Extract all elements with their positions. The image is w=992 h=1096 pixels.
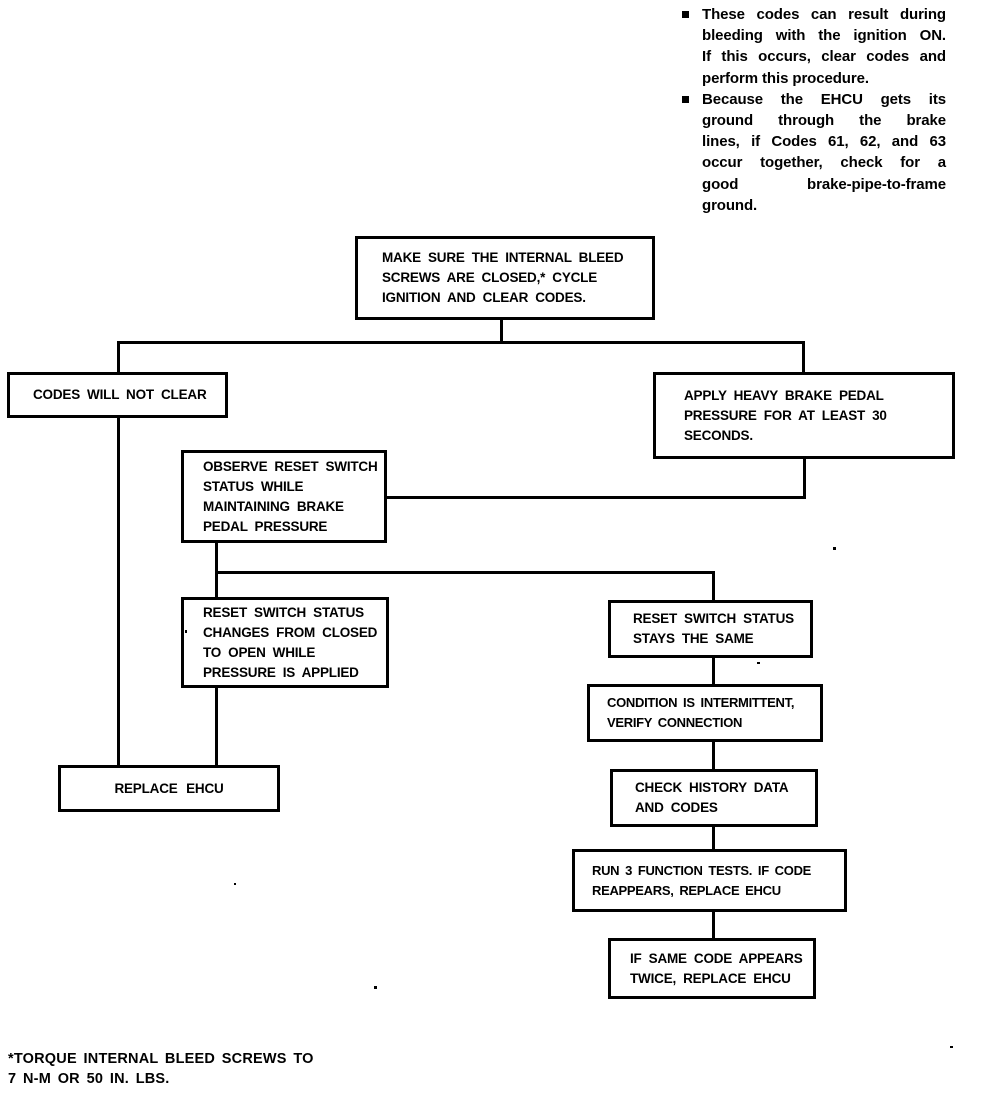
- flow-box-same-code-twice: [608, 938, 816, 999]
- flow-box-text-line: MAINTAINING BRAKE: [203, 498, 344, 514]
- note-line: occur together, check for a: [702, 154, 946, 172]
- connector-same-to-intermittent: [712, 656, 715, 687]
- note-line: Because the EHCU gets its: [702, 90, 946, 108]
- note-line: These codes can result during: [702, 6, 946, 23]
- scan-artifact-dot: [757, 662, 760, 664]
- flow-box-text-line: RESET SWITCH STATUS: [633, 611, 794, 626]
- flow-box-text-line: AND CODES: [635, 800, 718, 815]
- flow-box-text-line: RUN 3 FUNCTION TESTS. IF CODE: [592, 862, 812, 878]
- connector-to-apply-pressure: [802, 341, 805, 375]
- note-line: good brake-pipe-to-frame: [702, 175, 946, 193]
- bullet-square-icon: [682, 96, 689, 103]
- note-line: lines, if Codes 61, 62, and 63: [702, 133, 946, 151]
- connector-intermittent-to-check: [712, 739, 715, 772]
- note-line: ground through the brake: [702, 112, 946, 130]
- note-line: If this occurs, clear codes and: [702, 48, 946, 66]
- flow-box-text-line: PRESSURE FOR AT LEAST 30: [684, 407, 887, 423]
- flow-box-status-same: [608, 600, 813, 658]
- bullet-square-icon: [682, 11, 689, 18]
- flow-box-start: [355, 236, 655, 320]
- connector-apply-down: [803, 456, 806, 499]
- notes-block: [668, 4, 946, 216]
- flow-box-status-changes: [181, 597, 389, 688]
- footnote-line: 7 N-M OR 50 IN. LBS.: [8, 1070, 170, 1087]
- flow-box-text-line: VERIFY CONNECTION: [607, 715, 743, 730]
- note-line: bleeding with the ignition ON.: [702, 27, 946, 45]
- flow-box-text-line: IGNITION AND CLEAR CODES.: [382, 290, 586, 305]
- note-line: ground.: [702, 196, 758, 214]
- flow-box-text-line: APPLY HEAVY BRAKE PEDAL: [684, 387, 884, 403]
- flow-box-observe-reset: [181, 450, 387, 543]
- flow-box-text-line: IF SAME CODE APPEARS: [630, 950, 803, 966]
- scan-artifact-dot: [374, 986, 377, 989]
- flow-box-text-line: TO OPEN WHILE: [203, 644, 316, 660]
- flow-box-text-line: PRESSURE IS APPLIED: [203, 664, 359, 680]
- footnote-line: *TORQUE INTERNAL BLEED SCREWS TO: [8, 1051, 314, 1067]
- note-item-ehcu-ground: [668, 89, 946, 216]
- flow-box-apply-pressure: [653, 372, 955, 459]
- flow-box-text-line: MAKE SURE THE INTERNAL BLEED: [382, 250, 624, 265]
- connector-split-top: [117, 341, 805, 344]
- flow-box-text-line: CODES WILL NOT CLEAR: [33, 387, 207, 402]
- flow-box-text-line: SCREWS ARE CLOSED,* CYCLE: [382, 270, 598, 285]
- flow-box-check-history: [610, 769, 818, 827]
- flow-box-text-line: STAYS THE SAME: [633, 631, 754, 646]
- note-line: perform this procedure.: [702, 69, 869, 87]
- scan-artifact-dot: [185, 630, 187, 633]
- scan-artifact-dot: [950, 1046, 953, 1048]
- flow-box-text-line: RESET SWITCH STATUS: [203, 604, 364, 620]
- flow-box-replace-ehcu: [58, 765, 280, 812]
- flow-box-text-line: TWICE, REPLACE EHCU: [630, 970, 791, 986]
- connector-split-middle: [215, 571, 715, 574]
- flow-box-text-line: CHECK HISTORY DATA: [635, 780, 789, 795]
- flow-box-codes-not-clear: [7, 372, 228, 418]
- flow-box-text-line: REAPPEARS, REPLACE EHCU: [592, 882, 781, 898]
- connector-to-codes-not-clear: [117, 341, 120, 375]
- scan-artifact-dot: [833, 547, 836, 550]
- connector-apply-to-observe: [385, 496, 806, 499]
- connector-codes-to-replace: [117, 416, 120, 768]
- flow-box-text-line: STATUS WHILE: [203, 478, 304, 494]
- connector-check-to-run: [712, 824, 715, 852]
- note-item-bleeding-codes: [668, 4, 946, 89]
- footnote: [8, 1050, 314, 1089]
- flow-box-text-line: PEDAL PRESSURE: [203, 518, 328, 534]
- flow-box-text-line: CONDITION IS INTERMITTENT,: [607, 695, 795, 710]
- scan-artifact-dot: [234, 883, 236, 885]
- connector-run-to-same-code: [712, 909, 715, 940]
- flow-box-text-line: SECONDS.: [684, 427, 753, 443]
- flow-box-text-line: CHANGES FROM CLOSED: [203, 624, 378, 640]
- connector-to-status-same: [712, 571, 715, 602]
- flow-box-run-tests: [572, 849, 847, 912]
- flow-box-text-line: REPLACE EHCU: [114, 780, 224, 796]
- connector-changes-to-replace: [215, 686, 218, 768]
- flow-box-text-line: OBSERVE RESET SWITCH: [203, 458, 378, 474]
- flow-box-intermittent: [587, 684, 823, 742]
